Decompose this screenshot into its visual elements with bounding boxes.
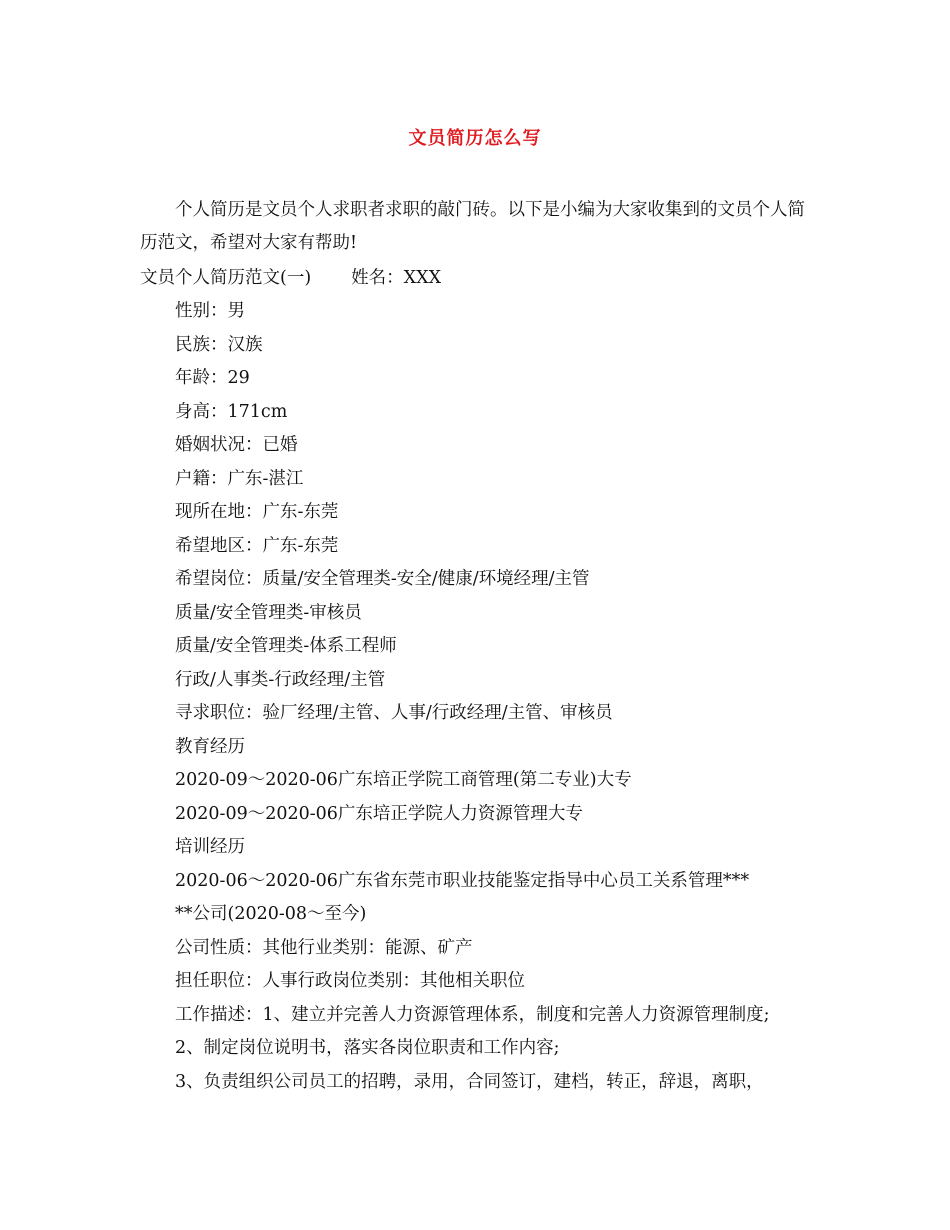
resume-line: 公司性质：其他行业类别：能源、矿产 [175,937,473,958]
name-field: 姓名：XXX [351,268,442,288]
resume-line: 教育经历 [175,736,245,757]
resume-line: 2、制定岗位说明书，落实各岗位职责和工作内容; [175,1038,560,1058]
resume-line: 培训经历 [175,837,245,857]
resume-line: 寻求职位：验厂经理/主管、人事/行政经理/主管、审核员 [175,703,613,723]
resume-lines [175,295,825,1099]
resume-line: 2020-09～2020-06广东培正学院人力资源管理大专 [175,803,583,824]
resume-line: 身高：171cm [175,401,288,422]
resume-line: 希望岗位：质量/安全管理类-安全/健康/环境经理/主管 [175,569,590,589]
resume-line: **公司(2020-08～至今) [175,904,367,924]
resume-line: 年龄：29 [175,368,250,388]
resume-line: 户籍：广东-湛江 [175,468,304,489]
intro-paragraph: 个人简历是文员个人求职者求职的敲门砖。以下是小编为大家收集到的文员个人简历范文，希望对大家有帮助! [140,200,805,253]
resume-line: 2020-09～2020-06广东培正学院工商管理(第二专业)大专 [175,770,632,790]
resume-line: 质量/安全管理类-体系工程师 [175,636,397,656]
document-title: 文员简历怎么写 [408,128,542,149]
resume-line: 2020-06～2020-06广东省东莞市职业技能鉴定指导中心员工关系管理*** [175,870,750,891]
resume-line: 质量/安全管理类-审核员 [175,602,362,623]
resume-line: 担任职位：人事行政岗位类别：其他相关职位 [175,971,525,991]
resume-line: 民族：汉族 [175,334,263,355]
resume-line: 工作描述：1、建立并完善人力资源管理体系，制度和完善人力资源管理制度; [175,1004,770,1025]
sample-heading: 文员个人简历范文(一) [140,268,312,288]
resume-line: 行政/人事类-行政经理/主管 [175,669,386,690]
resume-line: 性别：男 [175,301,245,321]
resume-line: 现所在地：广东-东莞 [175,502,339,522]
resume-line: 3、负责组织公司员工的招聘，录用，合同签订，建档，转正，辞退，离职， [175,1071,764,1092]
resume-line: 婚姻状况：已婚 [175,435,298,455]
resume-line: 希望地区：广东-东莞 [175,535,339,556]
sample-heading-line [140,262,441,295]
